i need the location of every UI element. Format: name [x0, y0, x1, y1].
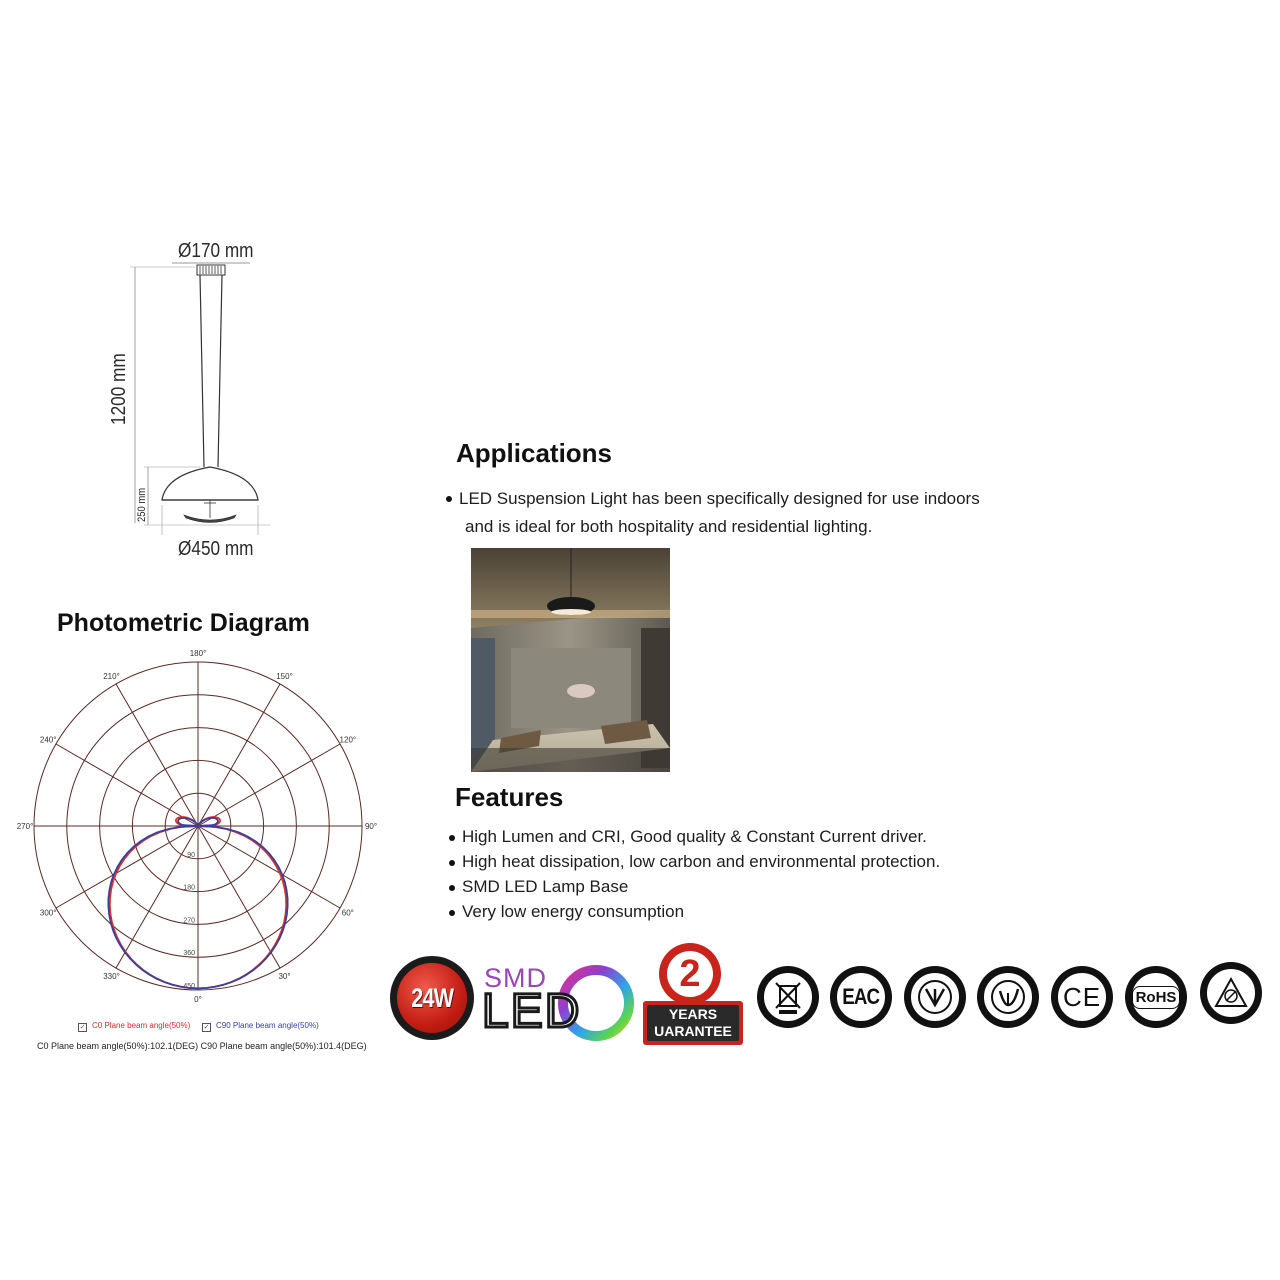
- applications-line-2: and is ideal for both hospitality and residential lighting.: [465, 517, 873, 536]
- polar-angle-label: 150°: [276, 672, 293, 682]
- beam-angle-info: C0 Plane beam angle(50%):102.1(DEG) C90 Plane beam angle(50%):101.4(DEG): [37, 1041, 367, 1051]
- polar-angle-label: 240°: [39, 735, 57, 745]
- applications-title: Applications: [456, 438, 613, 468]
- polar-spoke: [198, 826, 280, 968]
- feature-item: Very low energy consumption: [449, 899, 940, 924]
- legend-c90: ✓ C90 Plane beam angle(50%): [203, 1021, 319, 1031]
- warranty-line-2: UARANTEE: [654, 1023, 732, 1039]
- applications-line-1: LED Suspension Light has been specifically designed for use indoors: [459, 489, 980, 508]
- polar-spoke: [116, 826, 198, 968]
- wattage-badge: [390, 956, 474, 1040]
- features-list: [449, 824, 940, 924]
- feature-item: High heat dissipation, low carbon and environmental protection.: [449, 849, 940, 874]
- polar-radial-label: 90: [187, 851, 195, 859]
- ukraine-cert-icon: [904, 966, 966, 1028]
- top-diameter-label: Ø170 mm: [178, 240, 254, 262]
- application-photo: [471, 548, 670, 772]
- no-glass-icon: [1200, 962, 1262, 1024]
- polar-radial-label: 270: [183, 917, 195, 925]
- ukraine-quality-icon: [977, 966, 1039, 1028]
- warranty-line-1: YEARS: [668, 1006, 718, 1022]
- checkbox-icon: ✓: [79, 1024, 86, 1031]
- polar-radial-label: 450: [183, 983, 195, 990]
- rohs-icon: RoHS: [1125, 966, 1187, 1028]
- bullet-icon: [446, 496, 452, 502]
- suspension-cable: [218, 275, 222, 467]
- smd-text: SMD: [484, 963, 547, 993]
- polar-radial-label: 180: [183, 884, 195, 892]
- polar-spoke: [198, 826, 340, 908]
- polar-angle-label: 270°: [16, 822, 34, 831]
- polar-spoke: [56, 744, 198, 826]
- weee-icon: [757, 966, 819, 1028]
- ce-icon: CE: [1051, 966, 1113, 1028]
- led-text: LED: [482, 985, 582, 1038]
- shade-diameter-label: Ø450 mm: [178, 538, 254, 560]
- polar-angle-label: 210°: [103, 672, 120, 682]
- polar-spoke: [198, 744, 340, 826]
- applications-text: [459, 485, 1039, 541]
- table-decor: [567, 684, 595, 698]
- polar-spoke: [56, 826, 198, 908]
- polar-angle-label: 30°: [278, 971, 291, 981]
- warranty-badge: [643, 943, 743, 1045]
- body-height-label: 250 mm: [136, 487, 148, 522]
- polar-angle-label: 300°: [39, 908, 57, 918]
- polar-angle-label: 90°: [364, 822, 378, 831]
- polar-angle-label: 180°: [189, 649, 207, 658]
- polar-angle-label: 330°: [103, 971, 120, 981]
- cable-length-label: 1200 mm: [108, 353, 130, 425]
- features-title: Features: [455, 782, 564, 812]
- dimension-drawing: [100, 235, 320, 570]
- eac-icon: EAC: [830, 966, 892, 1028]
- lamp-shade: [162, 467, 258, 500]
- polar-angle-label: 120°: [339, 735, 357, 745]
- legend-c0: ✓ C0 Plane beam angle(50%): [79, 1021, 191, 1031]
- photometric-title: Photometric Diagram: [57, 609, 310, 637]
- suspension-cable: [200, 275, 204, 467]
- polar-spoke: [116, 684, 198, 826]
- polar-angle-label: 60°: [341, 908, 354, 918]
- polar-radial-label: 360: [183, 950, 195, 958]
- photometric-polar-chart: [16, 649, 378, 1004]
- polar-spoke: [198, 684, 280, 826]
- polar-angle-label: 0°: [194, 995, 202, 1004]
- feature-item: SMD LED Lamp Base: [449, 874, 940, 899]
- checkbox-icon: ✓: [203, 1024, 210, 1031]
- feature-item: High Lumen and CRI, Good quality & Constant Current driver.: [449, 824, 940, 849]
- warranty-number: 2: [679, 952, 701, 995]
- wattage-text: 24W: [410, 982, 454, 1013]
